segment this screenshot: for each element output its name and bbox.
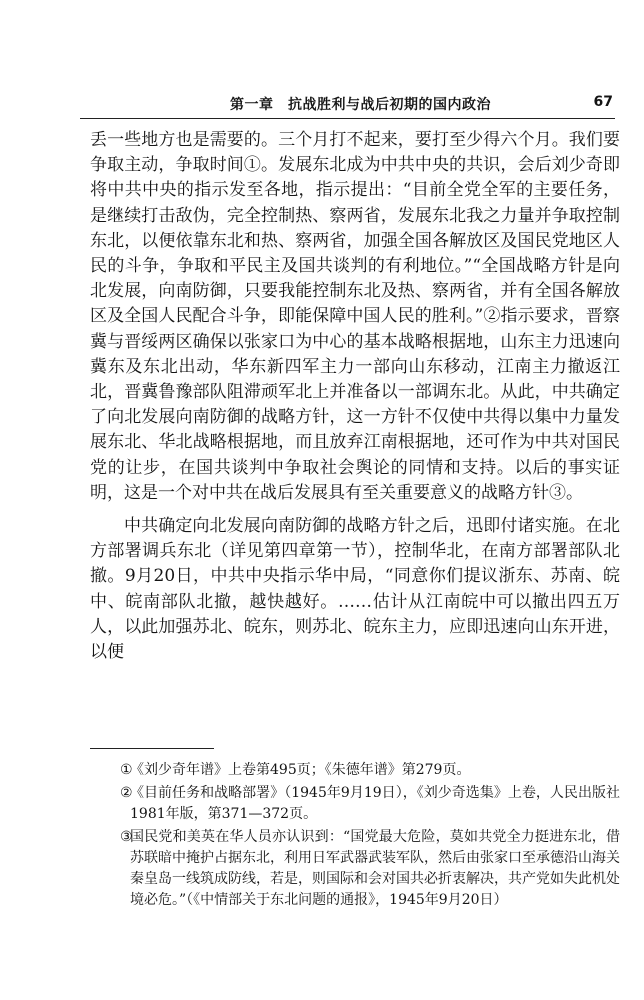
page-number: 67 <box>593 94 613 110</box>
footnote <box>90 760 620 781</box>
footnote-text: 《目前任务和战略部署》（1945年9月19日），《刘少奇选集》上卷，人民出版社1981年版，第371—372页。 <box>130 785 620 822</box>
paragraph: 中共确定向北发展向南防御的战略方针之后，迅即付诸实施。在北方部署调兵东北（详见第四章第一节），控制华北，在南方部署部队北撤。9月20日，中共中央指示华中局，“同意你们提议浙东、苏南、皖中、皖南部队北撤，越快越好。……估计从江南皖中可以撤出四五万人，以此加强苏北、皖东，则苏北、皖东主力，应即迅速向山东开进，以便 <box>90 516 620 663</box>
main-text <box>90 128 620 665</box>
footnote-marker: ① <box>120 762 133 778</box>
paragraph: 丢一些地方也是需要的。三个月打不起来，要打至少得六个月。我们要争取主动，争取时间①。发展东北成为中共中央的共识，会后刘少奇即将中共中央的指示发至各地，指示提出：“目前全党全军的主要任务，是继续打击敌伪，完全控制热、察两省，发展东北我之力量并争取控制东北，以便依靠东北和热、察两省，加强全国各解放区及国民党地区人民的斗争，争取和平民主及国共谈判的有利地位。”“全国战略方针是向北发展，向南防御，只要我能控制东北及热、察两省，并有全国各解放区及全国人民配合斗争，即能保障中国人民的胜利。”②指示要求，晋察冀与晋绥两区确保以张家口为中心的基本战略根据地，山东主力迅速向冀东及东北出动，华东新四军主力一部向山东移动，江南主力撤返江北，晋冀鲁豫部队阻滞顽军北上并准备以一部调东北。从此，中共确定了向北发展向南防御的战略方针，这一方针不仅使中共得以集中力量发展东北、华北战略根据地，而且放弃江南根据地，还可作为中共对国民党的让步，在国共谈判中争取社会舆论的同情和支持。以后的事实证明，这是一个对中共在战后发展具有至关重要意义的战略方针③。 <box>90 130 620 503</box>
footnotes <box>90 760 620 911</box>
chapter-title: 第一章 抗战胜利与战后初期的国内政治 <box>230 97 491 113</box>
header-rule <box>80 118 615 119</box>
footnote-separator <box>90 748 214 749</box>
footnote-marker: ② <box>120 785 133 801</box>
running-header <box>80 92 615 120</box>
footnote-text: 国民党和美英在华人员亦认识到：“国党最大危险，莫如共党全力挺进东北，借苏联暗中掩护占据东北，利用日军武器武装军队，然后由张家口至承德沿山海关秦皇岛一线筑成防线，若是，则国际和会对国共必折衷解决，共产党如失此机处境必危。”（《中情部关于东北问题的通报》，1945年9月20日） <box>130 829 620 908</box>
footnote <box>90 783 620 825</box>
footnote <box>90 827 620 911</box>
footnote-text: 《刘少奇年谱》上卷第495页；《朱德年谱》第279页。 <box>130 762 471 778</box>
footnote-marker: ③ <box>120 829 133 845</box>
